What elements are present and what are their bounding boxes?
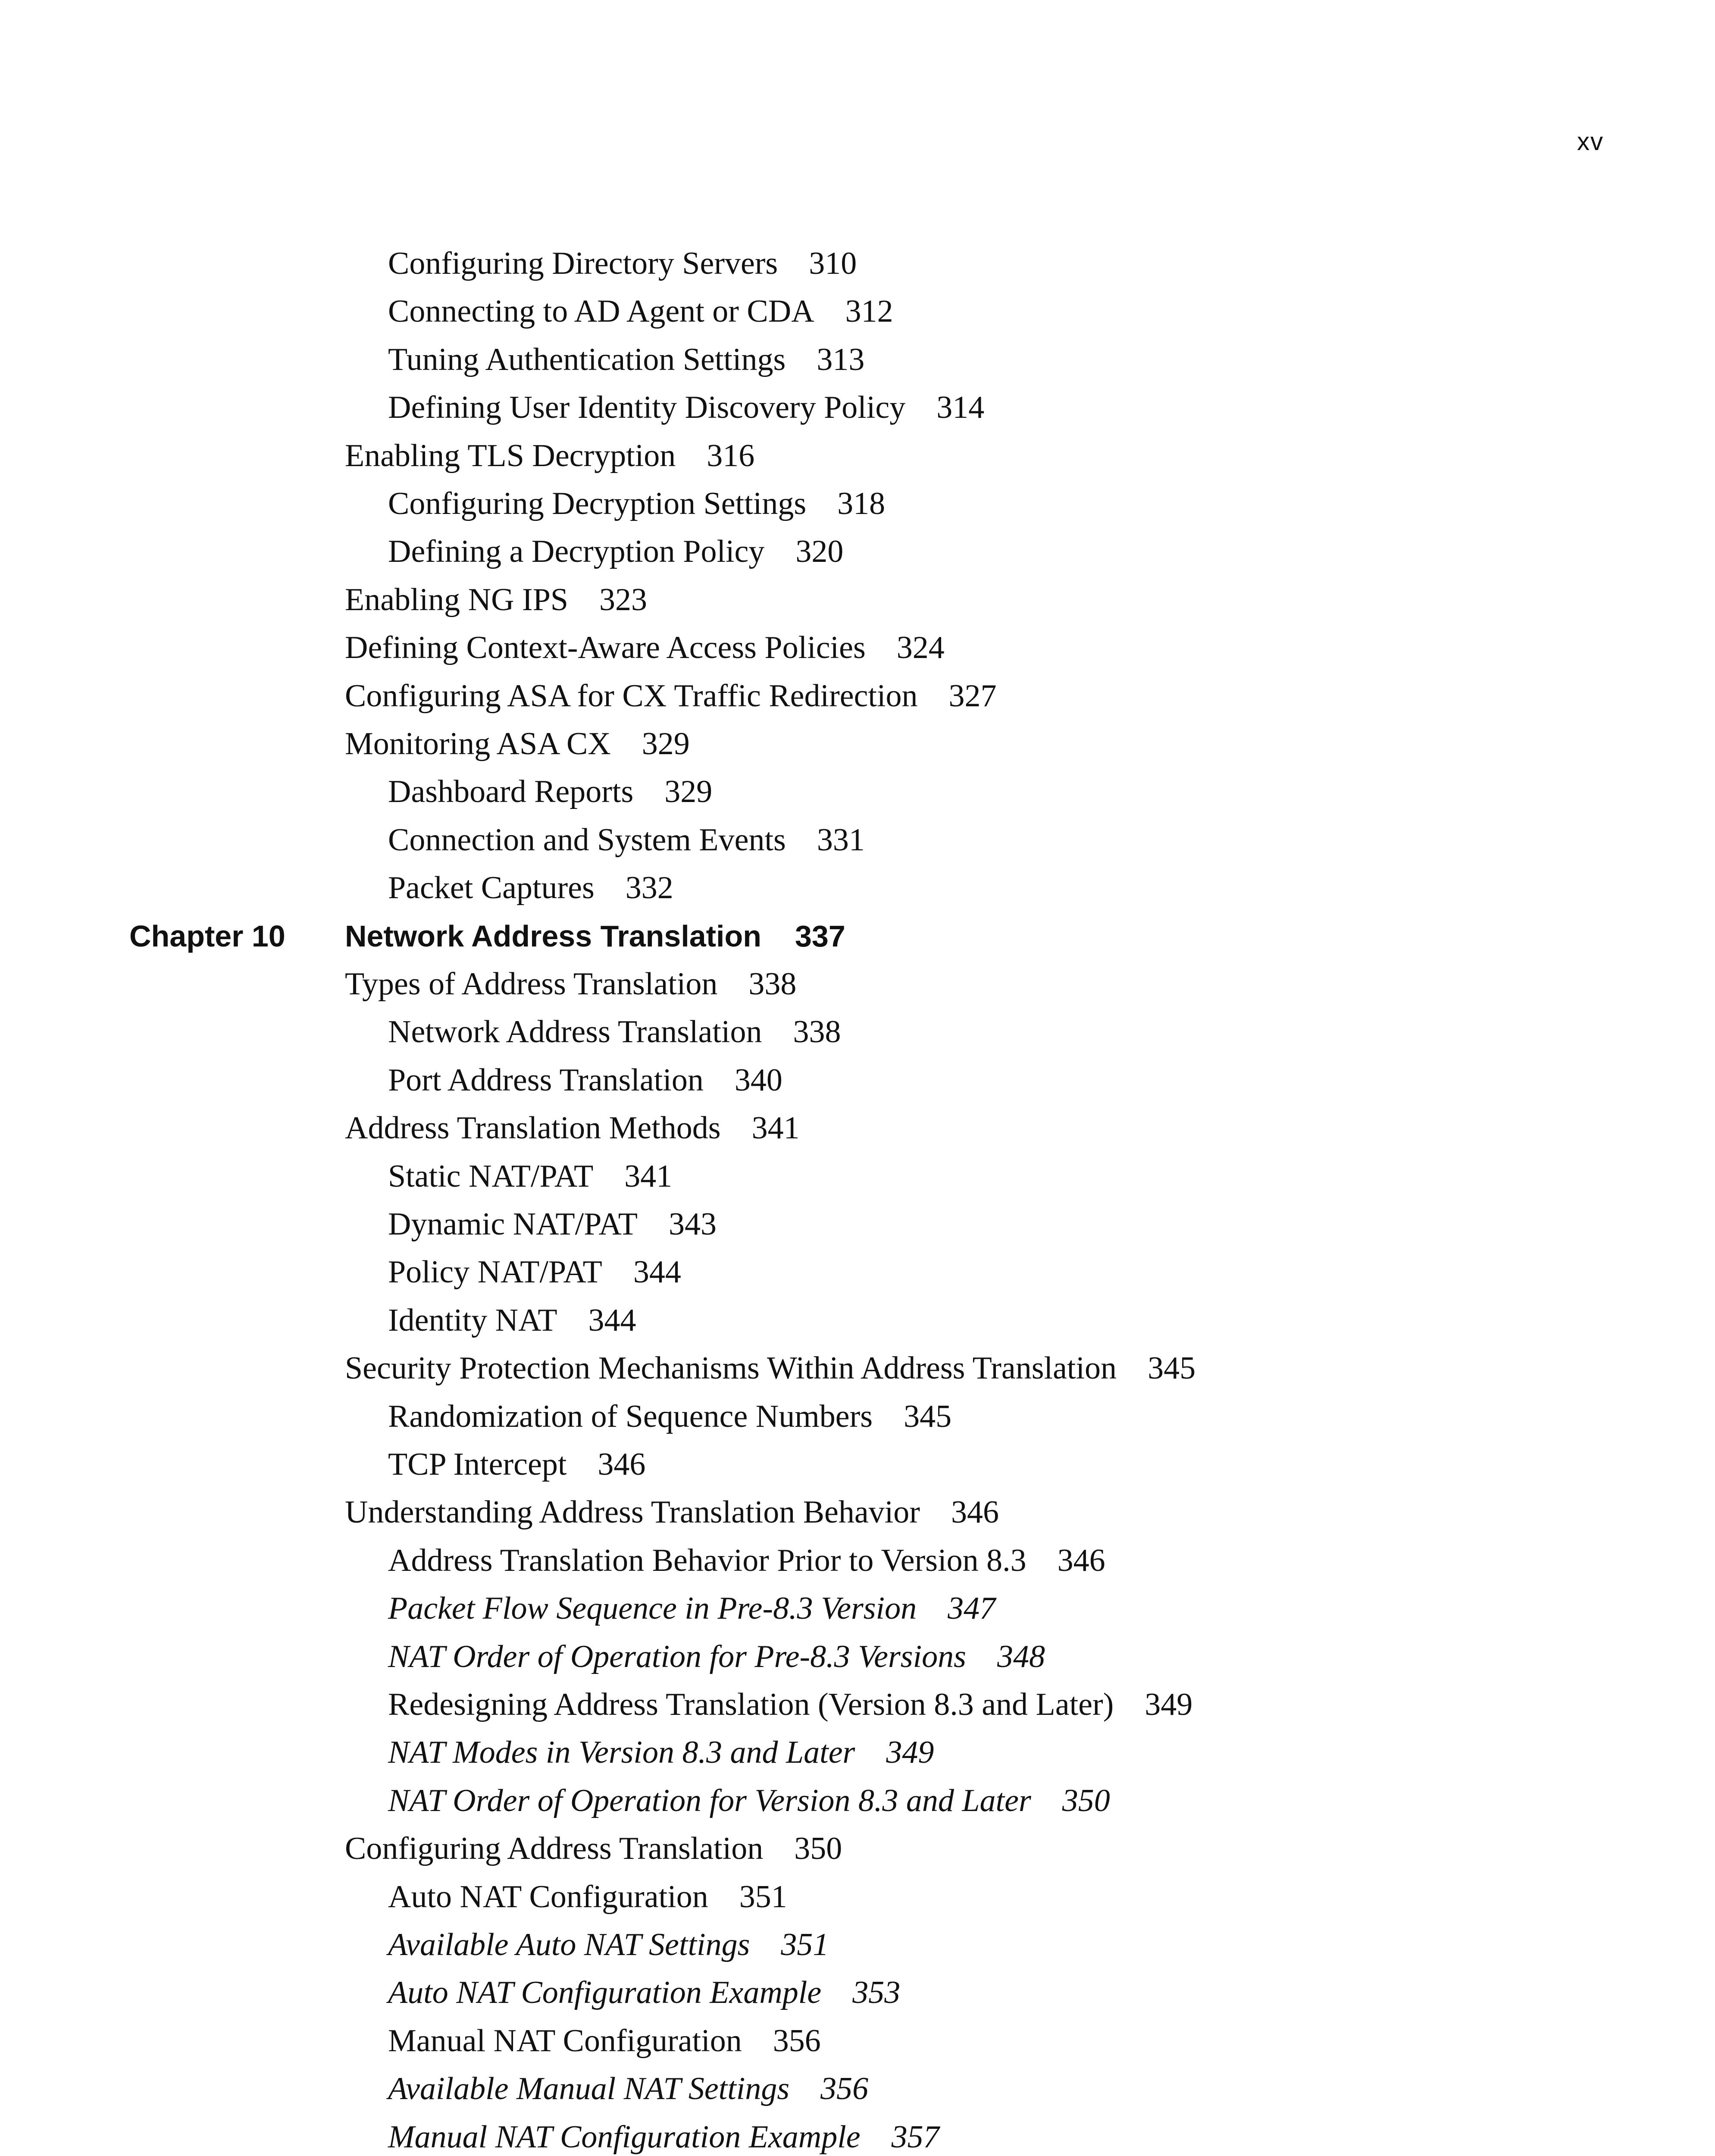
toc-entry-title: Configuring ASA for CX Traffic Redirection	[345, 678, 918, 714]
toc-entry[interactable]	[345, 1824, 842, 1873]
toc-entry-title: Configuring Directory Servers	[388, 246, 778, 281]
toc-entry-page-number: 318	[837, 486, 886, 521]
toc-entry[interactable]	[388, 2113, 939, 2156]
toc-entry-page-number: 323	[599, 582, 647, 617]
toc-entry-page-number: 349	[1145, 1687, 1193, 1722]
toc-entry-title: Dynamic NAT/PAT	[388, 1206, 638, 1242]
toc-entry-page-number: 324	[896, 630, 945, 665]
toc-entry-title: Address Translation Behavior Prior to Version 8.3	[388, 1543, 1026, 1578]
toc-entry-title: Monitoring ASA CX	[345, 726, 611, 761]
toc-entry[interactable]	[388, 335, 864, 384]
toc-entry-title: Connection and System Events	[388, 822, 786, 858]
toc-entry-title: Enabling NG IPS	[345, 582, 568, 617]
toc-entry[interactable]	[388, 1777, 1110, 1825]
toc-entry-title: Enabling TLS Decryption	[345, 438, 676, 473]
toc-entry-page-number: 329	[642, 726, 690, 761]
toc-entry-title: Available Manual NAT Settings	[388, 2071, 790, 2106]
toc-entry-page-number: 345	[904, 1399, 952, 1434]
toc-entry-title: Address Translation Methods	[345, 1110, 721, 1146]
toc-entry[interactable]	[388, 1152, 672, 1200]
toc-entry-title: Randomization of Sequence Numbers	[388, 1399, 873, 1434]
toc-entry-page-number: 346	[1057, 1543, 1105, 1578]
toc-entry-page-number: 346	[598, 1447, 646, 1482]
toc-entry-title: Static NAT/PAT	[388, 1159, 594, 1194]
toc-entry-title: NAT Order of Operation for Pre-8.3 Versions	[388, 1639, 966, 1674]
toc-entry[interactable]	[388, 1873, 787, 1921]
toc-entry[interactable]	[388, 864, 673, 912]
toc-entry[interactable]	[345, 720, 690, 768]
toc-entry-page-number: 351	[781, 1927, 829, 1962]
toc-entry-page-number: 320	[795, 534, 844, 569]
toc-entry-page-number: 343	[669, 1206, 717, 1242]
toc-entry-title: NAT Order of Operation for Version 8.3 and Later	[388, 1783, 1031, 1818]
toc-entry-page-number: 329	[664, 774, 713, 809]
toc-entry[interactable]	[388, 768, 712, 816]
toc-entry-page-number: 341	[624, 1159, 673, 1194]
toc-entry-page-number: 346	[951, 1495, 999, 1530]
chapter-page-number: 337	[795, 919, 845, 953]
toc-entry-page-number: 316	[707, 438, 755, 473]
chapter-label: Chapter 10	[129, 919, 285, 953]
chapter-title-entry[interactable]	[345, 912, 845, 960]
toc-entry[interactable]	[345, 1104, 800, 1152]
toc-entry[interactable]	[388, 1392, 951, 1441]
toc-entry[interactable]	[388, 1008, 841, 1056]
toc-entry-title: Identity NAT	[388, 1303, 557, 1338]
toc-entry-page-number: 349	[886, 1735, 934, 1770]
toc-entry[interactable]	[388, 1440, 645, 1489]
toc-entry-title: Security Protection Mechanisms Within Address Translation	[345, 1351, 1117, 1386]
toc-entry[interactable]	[345, 1344, 1195, 1392]
toc-entry-page-number: 341	[751, 1110, 800, 1146]
toc-entry-title: Redesigning Address Translation (Version 8.3 and Later)	[388, 1687, 1114, 1722]
toc-entry-page-number: 314	[936, 390, 985, 425]
toc-entry-page-number: 348	[997, 1639, 1045, 1674]
toc-entry-title: Manual NAT Configuration	[388, 2023, 742, 2059]
toc-entry[interactable]	[388, 2017, 821, 2065]
toc-entry[interactable]	[345, 1488, 999, 1536]
toc-entry-page-number: 344	[633, 1254, 681, 1290]
toc-entry-title: Defining a Decryption Policy	[388, 534, 765, 569]
toc-entry[interactable]	[388, 1680, 1192, 1729]
toc-entry[interactable]	[388, 1968, 900, 2017]
toc-entry[interactable]	[388, 1728, 934, 1777]
toc-entry-title: Understanding Address Translation Behavior	[345, 1495, 920, 1530]
toc-entry-title: Configuring Address Translation	[345, 1831, 764, 1866]
toc-entry[interactable]	[388, 1056, 782, 1104]
toc-entry-page-number: 356	[820, 2071, 869, 2106]
toc-entry-page-number: 350	[794, 1831, 842, 1866]
toc-entry[interactable]	[388, 1248, 681, 1296]
toc-entry-page-number: 357	[891, 2119, 939, 2155]
toc-entry-title: Defining Context-Aware Access Policies	[345, 630, 866, 665]
toc-entry-page-number: 345	[1148, 1351, 1196, 1386]
toc-entry-title: Port Address Translation	[388, 1062, 704, 1098]
toc-entry-title: Configuring Decryption Settings	[388, 486, 807, 521]
toc-entry-page-number: 340	[734, 1062, 782, 1098]
toc-entry[interactable]	[345, 576, 647, 624]
toc-entry-page-number: 331	[817, 822, 865, 858]
toc-entry-page-number: 310	[809, 246, 857, 281]
toc-entry-page-number: 312	[845, 294, 893, 329]
toc-entry-page-number: 353	[852, 1975, 901, 2010]
toc-entry[interactable]	[388, 527, 843, 576]
toc-entry-page-number: 351	[739, 1879, 787, 1915]
toc-entry-title: Dashboard Reports	[388, 774, 634, 809]
page-number: xv	[1577, 128, 1604, 156]
toc-entry[interactable]	[388, 2065, 868, 2113]
toc-entry-page-number: 347	[948, 1591, 996, 1626]
toc-entry[interactable]	[345, 960, 796, 1008]
toc-entry-page-number: 327	[948, 678, 997, 714]
toc-entry-title: TCP Intercept	[388, 1447, 567, 1482]
toc-entry-page-number: 350	[1062, 1783, 1110, 1818]
toc-entry-page-number: 313	[817, 342, 865, 377]
toc-entry-title: Types of Address Translation	[345, 966, 718, 1002]
toc-entry-title: Defining User Identity Discovery Policy	[388, 390, 906, 425]
toc-entry[interactable]	[388, 287, 893, 335]
toc-entry-title: Connecting to AD Agent or CDA	[388, 294, 814, 329]
toc-entry-page-number: 344	[588, 1303, 636, 1338]
toc-entry-title: Manual NAT Configuration Example	[388, 2119, 861, 2155]
toc-entry-title: Policy NAT/PAT	[388, 1254, 602, 1290]
toc-entry-title: Auto NAT Configuration	[388, 1879, 708, 1915]
toc-entry-page-number: 332	[625, 870, 673, 906]
toc-entry[interactable]	[388, 1200, 717, 1248]
toc-entry[interactable]	[345, 672, 997, 720]
toc-entry-title: Packet Flow Sequence in Pre-8.3 Version	[388, 1591, 917, 1626]
toc-entry[interactable]	[345, 624, 945, 672]
toc-entry-page-number: 356	[773, 2023, 821, 2059]
toc-entry[interactable]	[388, 239, 857, 288]
toc-entry-title: Auto NAT Configuration Example	[388, 1975, 822, 2010]
toc-entry[interactable]	[388, 383, 984, 432]
toc-entry[interactable]	[345, 432, 754, 480]
toc-entry-title: NAT Modes in Version 8.3 and Later	[388, 1735, 855, 1770]
toc-entry[interactable]	[388, 1584, 995, 1633]
toc-entry[interactable]	[388, 1296, 636, 1344]
toc-entry[interactable]	[388, 1536, 1105, 1585]
toc-entry[interactable]	[388, 479, 885, 528]
toc-entry[interactable]	[388, 816, 865, 864]
toc-entry-title: Network Address Translation	[388, 1014, 762, 1050]
toc-entry-title: Tuning Authentication Settings	[388, 342, 786, 377]
toc-entry[interactable]	[388, 1633, 1045, 1681]
chapter-title: Network Address Translation	[345, 919, 761, 953]
toc-entry-title: Packet Captures	[388, 870, 595, 906]
toc-entry-page-number: 338	[793, 1014, 841, 1050]
toc-entry-page-number: 338	[748, 966, 797, 1002]
toc-entry[interactable]	[388, 1921, 829, 1969]
toc-entry-title: Available Auto NAT Settings	[388, 1927, 750, 1962]
